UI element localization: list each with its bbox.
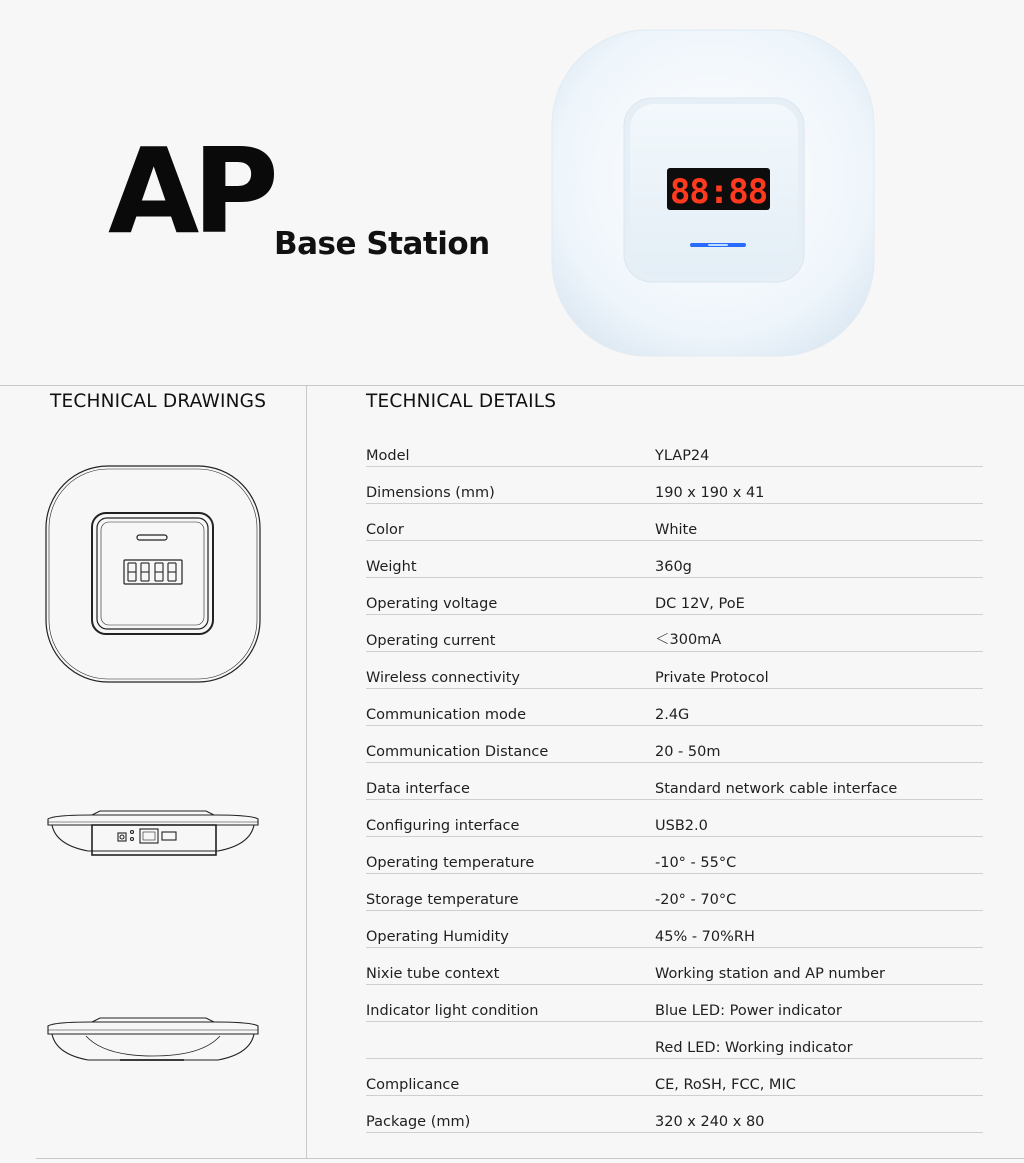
spec-label: Configuring interface — [366, 818, 520, 834]
spec-value: -20° - 70°C — [655, 892, 737, 908]
spec-value: USB2.0 — [655, 818, 708, 834]
spec-row — [366, 837, 983, 874]
spec-value: 190 x 190 x 41 — [655, 485, 765, 501]
spec-row — [366, 615, 983, 652]
spec-row — [366, 948, 983, 985]
column-divider — [306, 386, 307, 1158]
spec-value: White — [655, 522, 698, 538]
spec-value: 360g — [655, 559, 692, 575]
spec-label: Nixie tube context — [366, 966, 500, 982]
spec-value: Blue LED: Power indicator — [655, 1003, 842, 1019]
spec-row — [366, 652, 983, 689]
spec-row — [366, 911, 983, 948]
spec-value: YLAP24 — [655, 448, 710, 464]
spec-row — [366, 1096, 983, 1133]
spec-value: -10° - 55°C — [655, 855, 737, 871]
spec-row — [366, 1022, 983, 1059]
spec-label: Communication mode — [366, 707, 527, 723]
spec-value: Working station and AP number — [655, 966, 886, 982]
spec-row — [366, 578, 983, 615]
spec-label: Operating current — [366, 633, 496, 649]
spec-row — [366, 800, 983, 837]
digit-display-readout: 88:88 — [669, 172, 768, 212]
spec-value: 45% - 70%RH — [655, 929, 755, 945]
section-divider-top — [0, 385, 1024, 386]
spec-label: Storage temperature — [366, 892, 519, 908]
spec-label: Color — [366, 522, 404, 538]
hero-banner — [0, 0, 1024, 386]
side-view-drawing — [44, 1012, 262, 1067]
spec-value: 320 x 240 x 80 — [655, 1114, 765, 1130]
spec-value: Standard network cable interface — [655, 781, 898, 797]
spec-value: 20 - 50m — [655, 744, 721, 760]
spec-label: Weight — [366, 559, 417, 575]
spec-label: Complicance — [366, 1077, 460, 1093]
spec-label: Indicator light condition — [366, 1003, 539, 1019]
spec-row — [366, 1059, 983, 1096]
spec-label: Operating voltage — [366, 596, 498, 612]
spec-row — [366, 726, 983, 763]
device-photo — [548, 28, 878, 358]
spec-value: ＜300mA — [655, 632, 722, 648]
spec-row — [366, 763, 983, 800]
spec-row — [366, 504, 983, 541]
spec-value: 2.4G — [655, 707, 690, 723]
technical-details-table — [366, 430, 983, 1133]
spec-row — [366, 430, 983, 467]
spec-label: Data interface — [366, 781, 470, 797]
spec-label: Dimensions (mm) — [366, 485, 495, 501]
spec-row — [366, 985, 983, 1022]
spec-label: Wireless connectivity — [366, 670, 520, 686]
product-subtitle: Base Station — [274, 226, 490, 262]
spec-label: Communication Distance — [366, 744, 549, 760]
spec-row — [366, 541, 983, 578]
spec-row — [366, 874, 983, 911]
spec-label: Operating Humidity — [366, 929, 509, 945]
drawings-heading: TECHNICAL DRAWINGS — [50, 391, 267, 412]
spec-label: Package (mm) — [366, 1114, 471, 1130]
spec-row — [366, 689, 983, 726]
product-title: AP — [108, 122, 272, 260]
section-divider-bottom — [36, 1158, 1024, 1159]
spec-row — [366, 467, 983, 504]
spec-value: Red LED: Working indicator — [655, 1040, 853, 1056]
details-heading: TECHNICAL DETAILS — [366, 391, 557, 412]
spec-label: Model — [366, 448, 410, 464]
spec-label: Operating temperature — [366, 855, 535, 871]
side-view-ports-drawing — [44, 805, 262, 860]
spec-value: Private Protocol — [655, 670, 769, 686]
spec-value: DC 12V, PoE — [655, 596, 745, 612]
front-view-drawing — [44, 464, 262, 684]
spec-value: CE, RoSH, FCC, MIC — [655, 1077, 796, 1093]
